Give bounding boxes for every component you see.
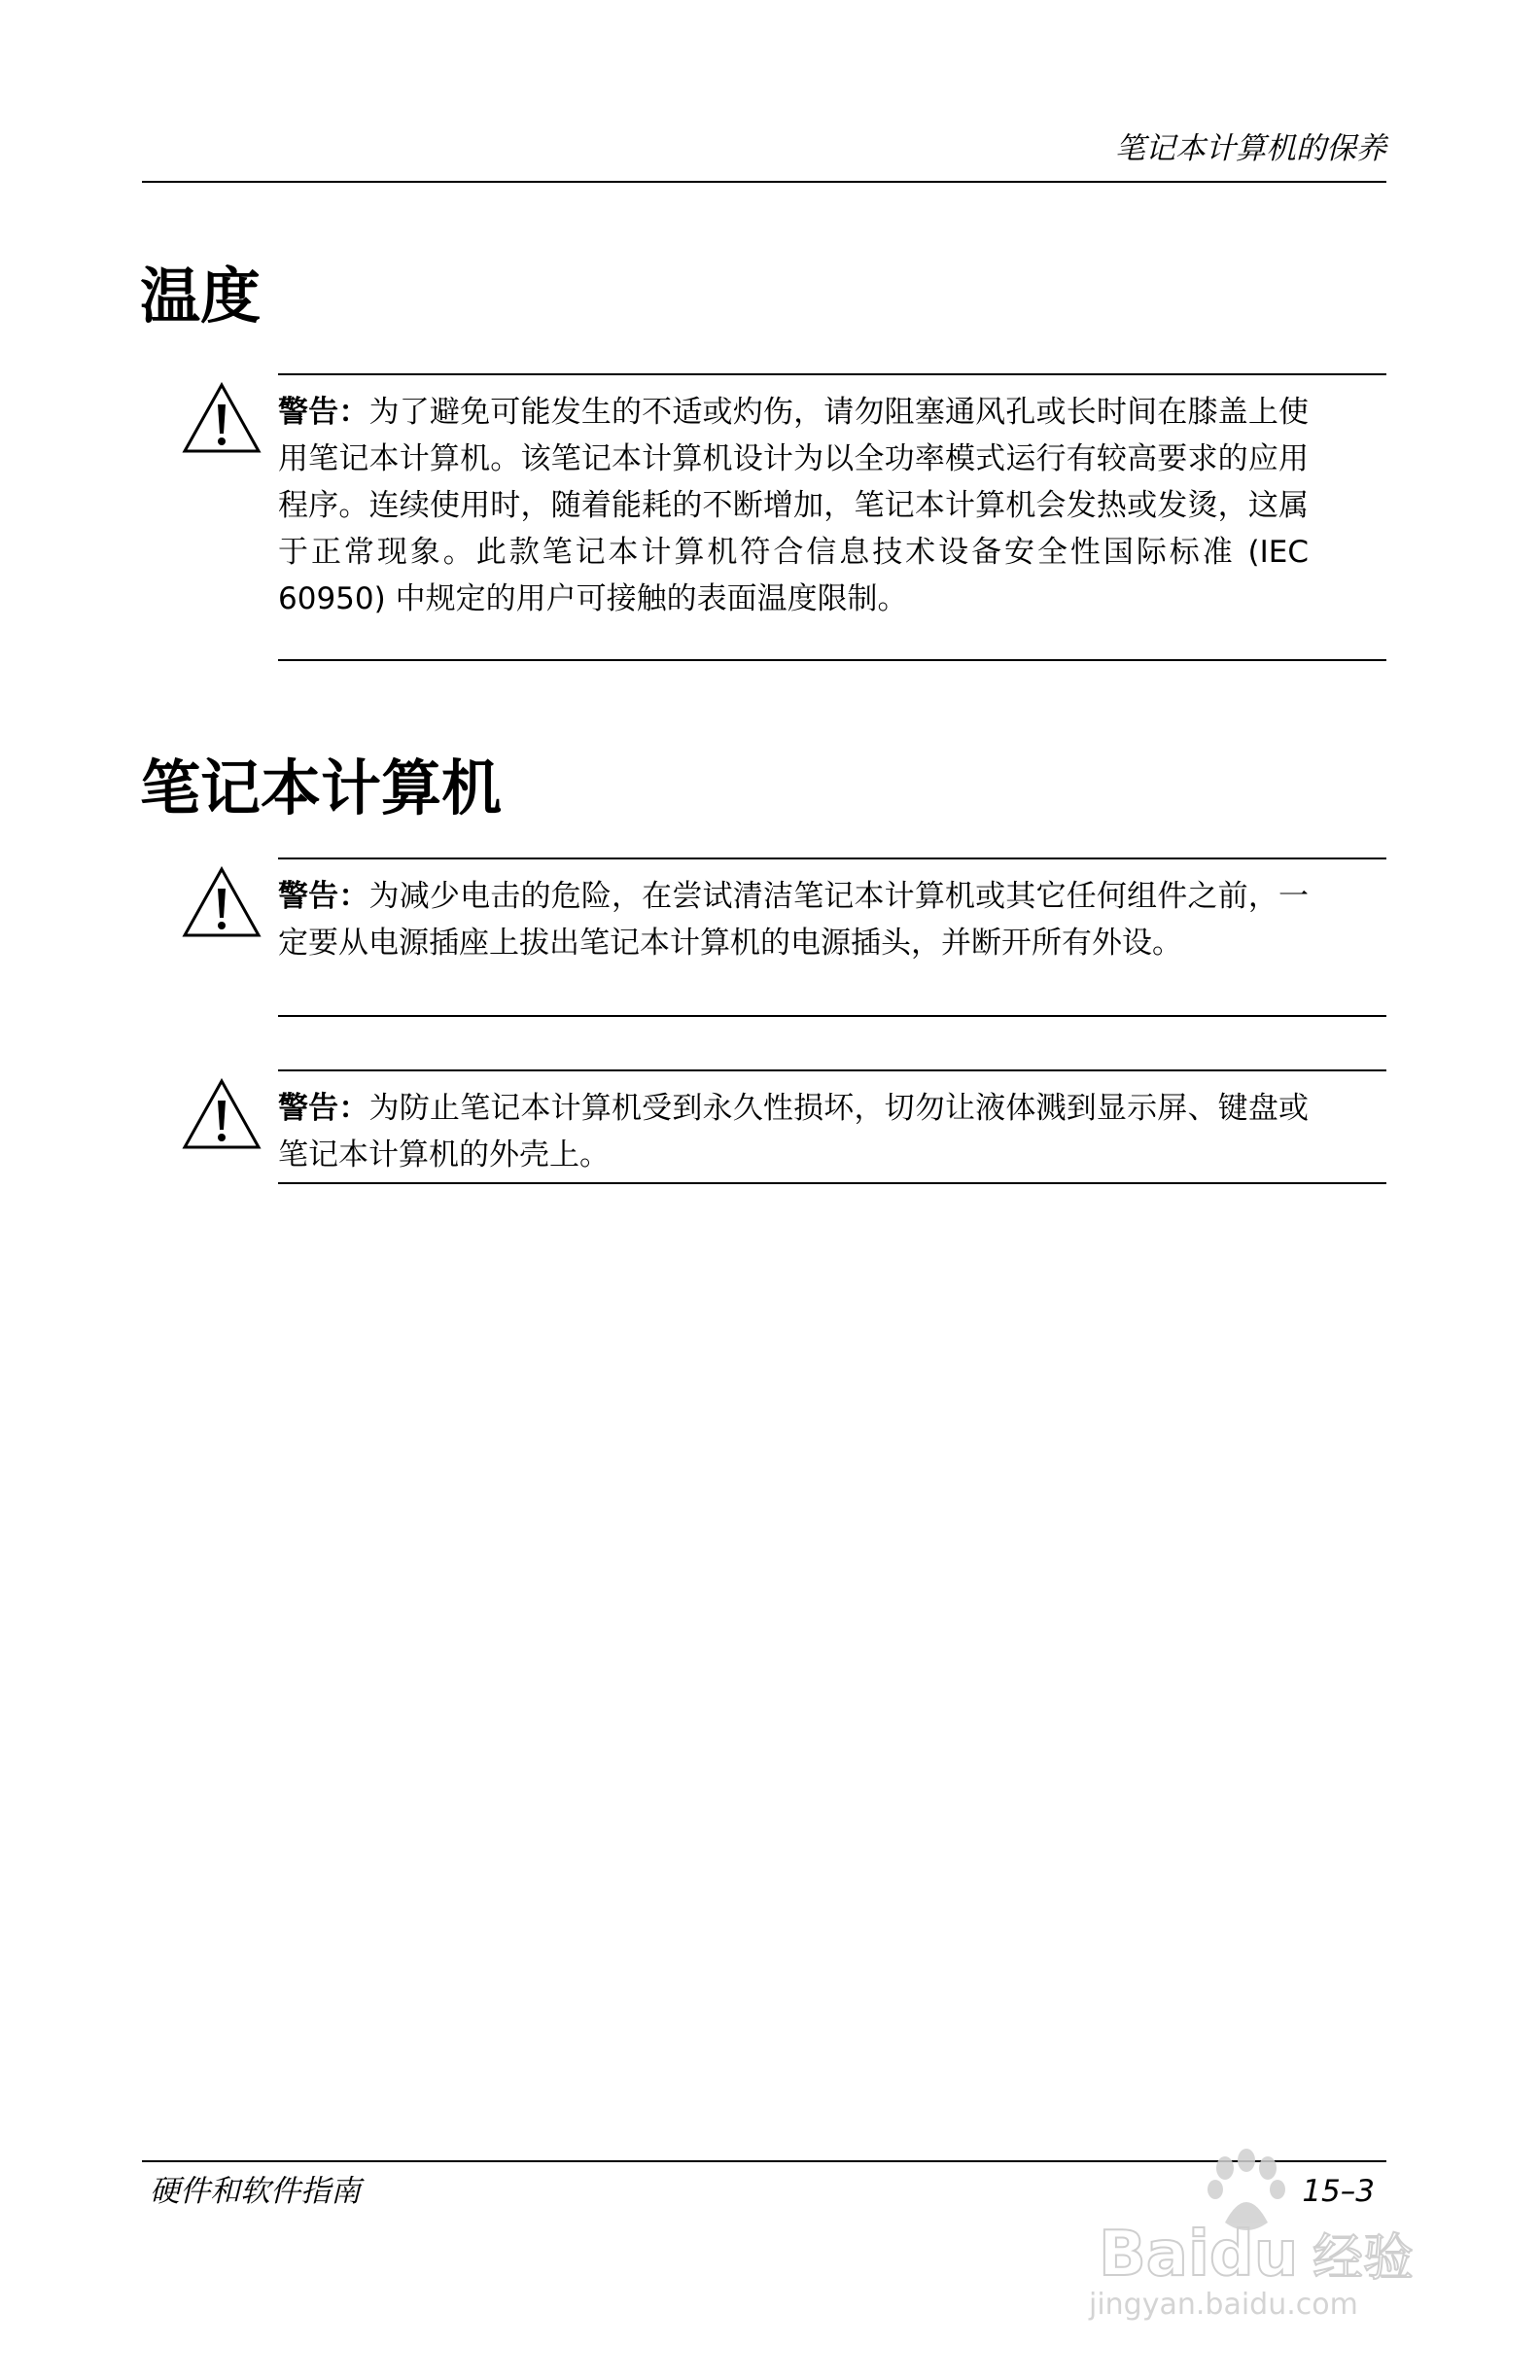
warning-triangle-icon <box>181 865 262 939</box>
warning-paragraph <box>278 389 1309 622</box>
running-header-title: 笔记本计算机的保养 <box>1115 131 1386 166</box>
warning-box <box>278 373 1386 661</box>
running-header <box>142 132 1386 183</box>
footer-manual-title: 硬件和软件指南 <box>150 2174 361 2209</box>
warning-box <box>278 858 1386 1017</box>
warning-text: 为防止笔记本计算机受到永久性损坏，切勿让液体溅到显示屏、键盘或笔记本计算机的外壳上。 <box>278 1091 1309 1172</box>
baidu-watermark-logo <box>1079 2129 1449 2324</box>
warning-triangle-icon <box>181 381 262 455</box>
warning-paragraph <box>278 873 1309 966</box>
warning-label: 警告： <box>278 879 369 914</box>
watermark-suffix: 经验 <box>1312 2229 1415 2288</box>
warning-label: 警告： <box>278 1091 369 1126</box>
section-heading-notebook: 笔记本计算机 <box>140 752 503 823</box>
warning-text: 为了避免可能发生的不适或灼伤，请勿阻塞通风孔或长时间在膝盖上使用笔记本计算机。该笔记本计算机设计为以全功率模式运行有较高要求的应用程序。连续使用时，随着能耗的不断增加，笔记本计算机会发热或发烫，这属于正常现象。此款笔记本计算机符合信息技术设备安全性国际标准 (IEC 60950) 中规定的用户可接触的表面温度限制。 <box>278 395 1309 616</box>
section-heading-temperature: 温度 <box>140 261 262 332</box>
warning-paragraph <box>278 1085 1309 1178</box>
warning-text: 为减少电击的危险，在尝试清洁笔记本计算机或其它任何组件之前，一定要从电源插座上拔出笔记本计算机的电源插头，并断开所有外设。 <box>278 879 1309 961</box>
footer-page-number: 15–3 <box>1302 2174 1375 2209</box>
warning-label: 警告： <box>278 395 369 430</box>
watermark-url: jingyan.baidu.com <box>1089 2288 1358 2322</box>
warning-box <box>278 1069 1386 1184</box>
watermark-brand: Baidu <box>1099 2219 1299 2291</box>
warning-triangle-icon <box>181 1077 262 1151</box>
